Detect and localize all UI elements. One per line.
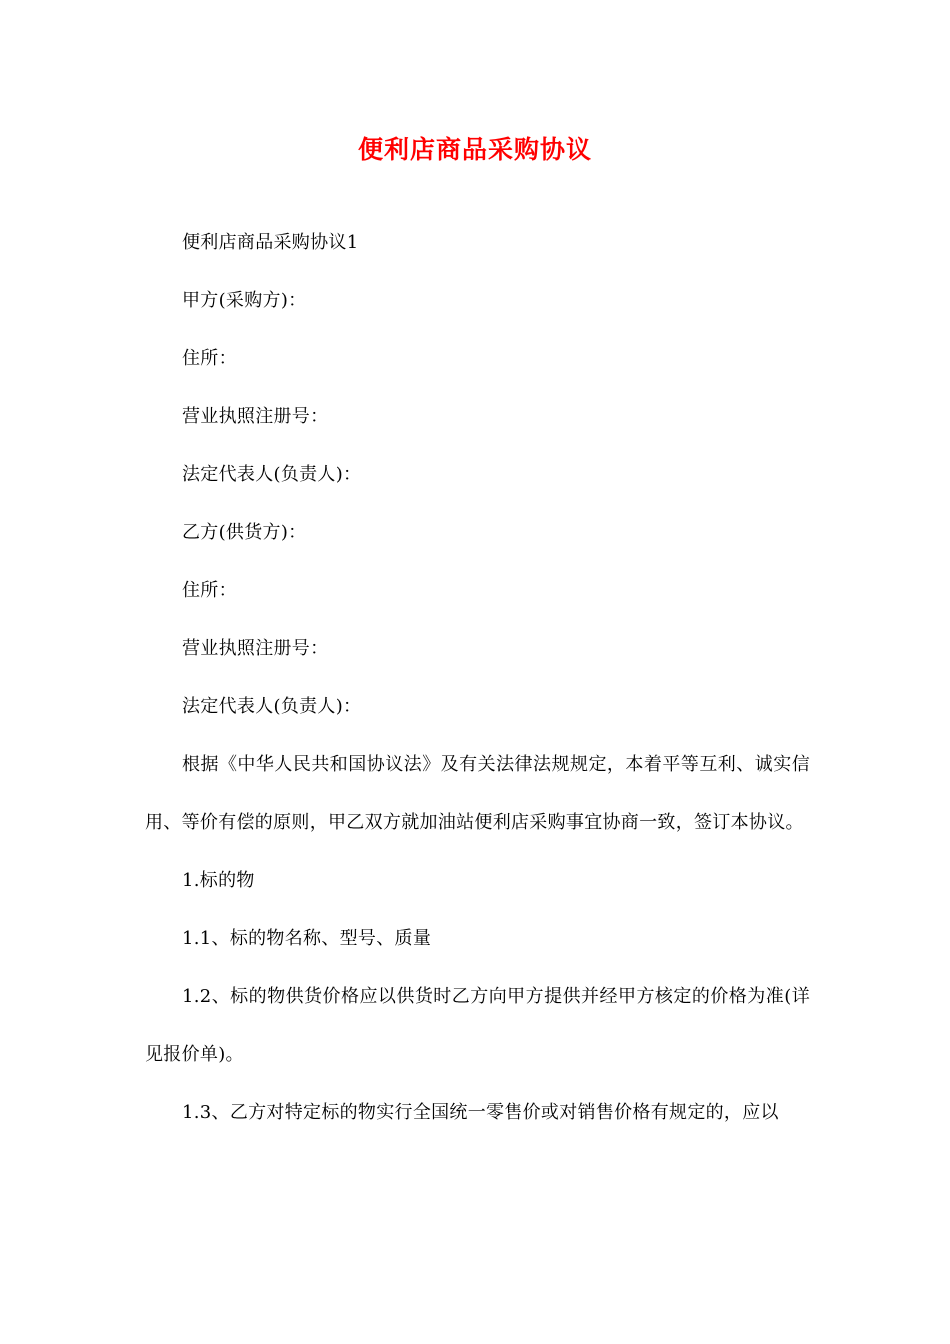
paragraph-party-b: 乙方(供货方)： bbox=[182, 522, 307, 543]
paragraph-party-a: 甲方(采购方)： bbox=[182, 290, 307, 311]
clause-1-2: 1.2、标的物供货价格应以供货时乙方向甲方提供并经甲方核定的价格为准(详见报价单)。 bbox=[145, 986, 810, 1065]
paragraph-party-b-representative: 法定代表人(负责人)： bbox=[182, 696, 362, 717]
document-title: 便利店商品采购协议 bbox=[357, 135, 592, 164]
clause-1-1: 1.1、标的物名称、型号、质量 bbox=[182, 928, 432, 949]
paragraph-party-b-license: 营业执照注册号： bbox=[182, 638, 329, 659]
paragraph-party-a-license: 营业执照注册号： bbox=[182, 406, 329, 427]
paragraph-party-a-address: 住所： bbox=[182, 348, 237, 369]
section-heading-subject: 1.标的物 bbox=[182, 870, 255, 891]
paragraph-party-a-representative: 法定代表人(负责人)： bbox=[182, 464, 362, 485]
clause-1-3: 1.3、乙方对特定标的物实行全国统一零售价或对销售价格有规定的，应以 bbox=[182, 1102, 779, 1123]
paragraph-agreement-subtitle: 便利店商品采购协议1 bbox=[182, 232, 359, 253]
paragraph-preamble: 根据《中华人民共和国协议法》及有关法律法规规定，本着平等互利、诚实信用、等价有偿的原则，甲乙双方就加油站便利店采购事宜协商一致，签订本协议。 bbox=[145, 754, 810, 833]
document-body bbox=[145, 214, 810, 1142]
paragraph-party-b-address: 住所： bbox=[182, 580, 237, 601]
